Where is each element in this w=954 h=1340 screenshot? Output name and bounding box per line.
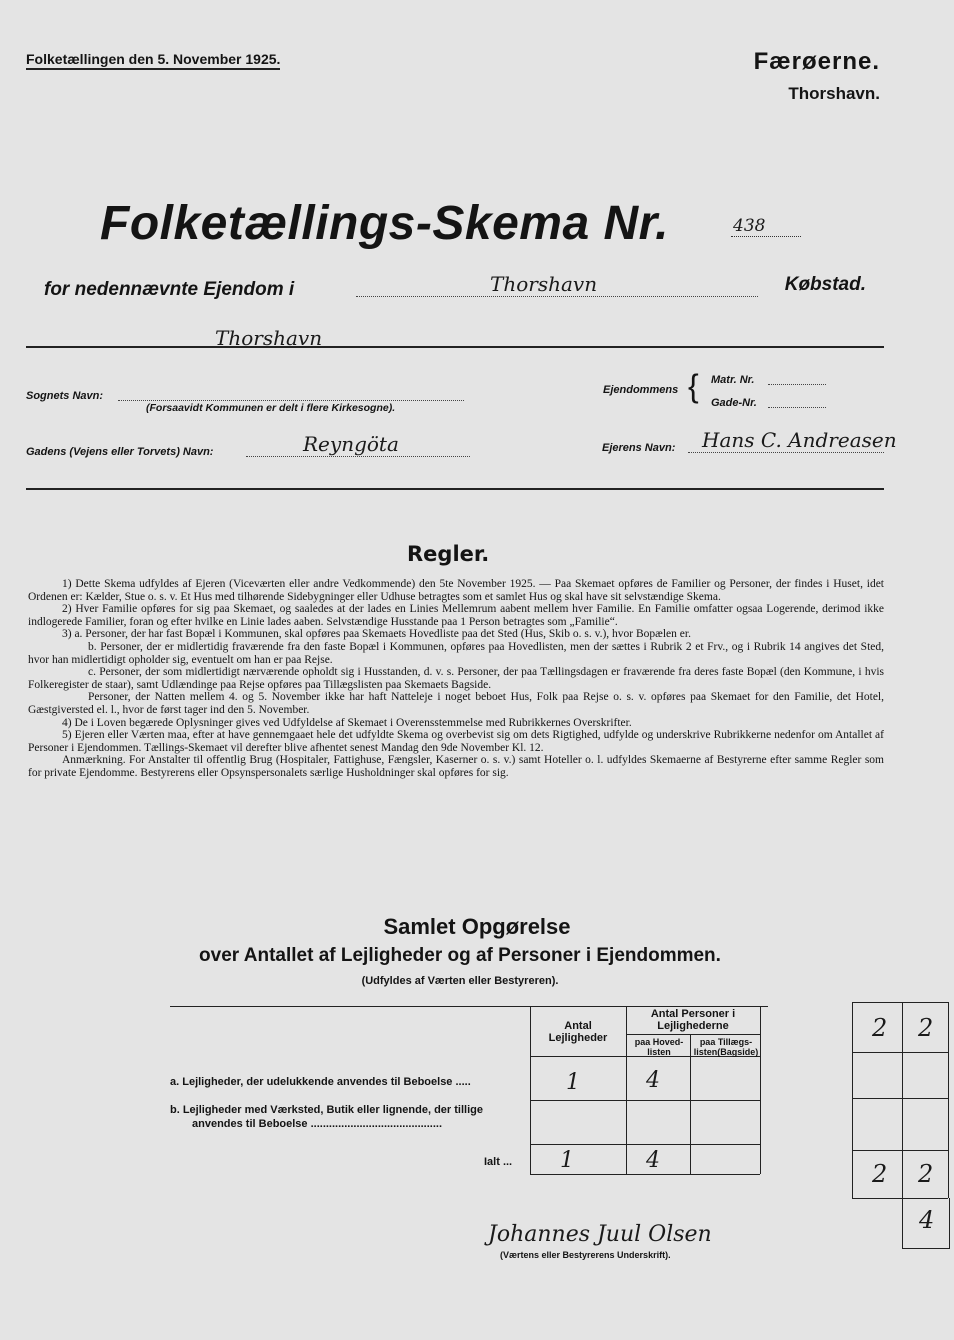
side-tally-box bbox=[852, 1002, 948, 1198]
form-number-handwritten: 438 bbox=[733, 216, 766, 236]
box-rule bbox=[852, 1052, 948, 1053]
rules-title: Regler. bbox=[407, 542, 490, 566]
box-rule bbox=[948, 1002, 949, 1198]
total-hovedliste: 4 bbox=[646, 1148, 660, 1173]
rule-paragraph: 2) Hver Familie opføres for sig paa Skemaet, og saaledes at der lades en Linies Mellemrum aabent mellem hver Familie. En Familie omfatter ogsaa Logerende, derimod ikke indlogerede Familier, foran og efter hvilke en Linie lades aaben. Selvstændige Husstande paa 1 Person betragtes som „Familie“. bbox=[28, 603, 884, 628]
total-lejligheder: 1 bbox=[560, 1148, 574, 1173]
table-rule bbox=[530, 1144, 760, 1145]
col-antal-personer: Antal Personer i Lejlighederne bbox=[650, 1008, 736, 1032]
owner-handwritten: Hans C. Andreasen bbox=[702, 428, 897, 452]
parish-dotted-line bbox=[118, 400, 464, 401]
box-value: 2 bbox=[918, 1160, 934, 1188]
row-a-label: a. Lejligheder, der udelukkende anvendes til Beboelse ..... bbox=[170, 1076, 471, 1088]
box-value: 2 bbox=[872, 1014, 888, 1042]
summary-title: Samlet Opgørelse bbox=[383, 914, 571, 939]
box-value: 4 bbox=[919, 1206, 935, 1234]
table-rule bbox=[530, 1100, 760, 1101]
brace-icon: { bbox=[688, 368, 699, 404]
rule-paragraph: b. Personer, der er midlertidig fraværende fra den faste Bopæl i Kommunen, opføres paa Hovedlisten, men der sættes i Rubrik 2 et Frv., og i Rubrik 14 angives det Sted, hvor han midlertidigt opholder sig, eventuelt om han er paa Rejse. bbox=[28, 640, 884, 666]
parish-note: (Forsaavidt Kommunen er delt i flere Kirkesogne). bbox=[146, 402, 396, 414]
matr-nr-label: Matr. Nr. bbox=[711, 374, 755, 386]
row-total-label: Ialt ... bbox=[484, 1156, 513, 1168]
signature-handwritten: Johannes Juul Olsen bbox=[488, 1222, 712, 1247]
box-rule bbox=[902, 1002, 903, 1198]
table-rule bbox=[626, 1006, 627, 1174]
street-dotted-line bbox=[246, 456, 470, 457]
box-rule bbox=[852, 1002, 853, 1198]
box-rule bbox=[852, 1150, 948, 1151]
street-label: Gadens (Vejens eller Torvets) Navn: bbox=[26, 446, 214, 458]
summary-note: (Udfyldes af Værten eller Bestyreren). bbox=[361, 975, 559, 987]
census-date-header: Folketællingen den 5. November 1925. bbox=[26, 51, 280, 70]
summary-subtitle: over Antallet af Lejligheder og af Personer i Ejendommen. bbox=[199, 945, 721, 966]
rule-paragraph: Personer, der Natten mellem 4. og 5. November ikke har haft Natteleje i noget beboet Hus, Folk paa Rejse o. s. v. opføres paa Skemaet for den Familie, det Hotel, Gæstgiversted el. l., hvor de først tager ind den 5. November. bbox=[28, 691, 884, 716]
kobstad-label: Købstad. bbox=[784, 274, 866, 295]
region-header: Færøerne. bbox=[753, 48, 880, 75]
separator-line-1 bbox=[26, 346, 884, 348]
table-rule bbox=[530, 1006, 531, 1174]
gade-nr-label: Gade-Nr. bbox=[711, 397, 757, 409]
rule-paragraph: c. Personer, der som midlertidigt nærværende opholdt sig i Husstanden, d. v. s. Personer, der paa Tællingsdagen er fraværende fra deres faste Bopæl (den Kommune, i hvis Folkeregister de staar), samt Udlændinge paa Rejse opføres paa Tillægslisten paa Skemaets Bagside. bbox=[28, 666, 884, 691]
town-header: Thorshavn. bbox=[788, 84, 880, 103]
city-dotted-line bbox=[356, 296, 758, 297]
row-b-label-2: anvendes til Beboelse ........................................... bbox=[192, 1118, 443, 1130]
side-tally-total-cell bbox=[902, 1198, 950, 1249]
table-rule bbox=[690, 1034, 691, 1174]
box-value: 2 bbox=[872, 1160, 888, 1188]
col-hovedlisten: paa Hoved-listen bbox=[634, 1037, 684, 1057]
city-handwritten: Thorshavn bbox=[490, 272, 598, 296]
matr-nr-line bbox=[768, 384, 826, 385]
box-value: 2 bbox=[918, 1014, 934, 1042]
rule-paragraph: 1) Dette Skema udfyldes af Ejeren (Viceværten eller andre Vedkommende) den 5te November 1925. — Paa Skemaet opføres de Familier og Personer, der findes i Huset, idet Ordenen er: Kælder, Stue o. s. v. Et Hus med tilhørende Sidebygninger eller Udhuse betragtes som et samlet Hus og skal have sit selvstændige Skema. bbox=[28, 578, 884, 603]
owner-dotted-line bbox=[688, 452, 884, 453]
summary-table bbox=[170, 1004, 768, 1174]
parish-label: Sognets Navn: bbox=[26, 390, 104, 402]
signature-caption: (Værtens eller Bestyrerens Underskrift). bbox=[500, 1250, 671, 1260]
rule-note: Anmærkning. For Anstalter til offentlig Brug (Hospitaler, Fattighuse, Fængsler, Kaserner o. s. v.) samt Hoteller o. l. udfyldes Skemaerne af Bestyrerne efter samme Regler som for private Ejendomme. Bestyrerens eller Opsynspersonalets særlige Husholdninger skal opføres for sig. bbox=[28, 754, 884, 779]
street-handwritten: Reyngöta bbox=[303, 432, 399, 456]
table-rule bbox=[530, 1174, 760, 1175]
ejendommens-label: Ejendommens bbox=[603, 384, 679, 396]
gade-nr-line bbox=[768, 407, 826, 408]
col-antal-lejligheder: Antal Lejligheder bbox=[548, 1020, 608, 1044]
owner-label: Ejerens Navn: bbox=[602, 442, 676, 454]
separator-line-2 bbox=[26, 488, 884, 490]
box-rule bbox=[852, 1002, 948, 1003]
rules-text bbox=[28, 578, 884, 780]
rule-paragraph: 5) Ejeren eller Værten maa, efter at have gennemgaaet hele det udfyldte Skema og overbevist sig om dets Rigtighed, udfylde og underskrive Rubrikkerne nedenfor om Antallet af Personer i Ejendommen. Tællings-Skemaet vil derefter blive afhentet senest Mandag den 9de November Kl. 12. bbox=[28, 729, 884, 754]
property-for-label: for nedennævnte Ejendom i bbox=[44, 279, 295, 300]
rule-paragraph: 4) De i Loven begærede Oplysninger gives ved Udfyldelse af Skemaet i Overensstemmelse med Rubrikkernes Overskrifter. bbox=[62, 716, 632, 729]
form-title: Folketællings-Skema Nr. bbox=[100, 197, 670, 250]
row-b-label-1: b. Lejligheder med Værksted, Butik eller lignende, der tillige bbox=[170, 1104, 483, 1116]
row-a-lejligheder: 1 bbox=[566, 1070, 580, 1095]
col-tillaegslisten: paa Tillægs-listen(Bagside) bbox=[693, 1037, 759, 1057]
table-rule bbox=[760, 1006, 761, 1174]
rule-paragraph: 3) a. Personer, der har fast Bopæl i Kommunen, skal opføres paa Skemaets Hovedliste paa det Sted (Hus, Skib o. s. v.), hvor Bopælen er. bbox=[62, 628, 691, 641]
form-number-line bbox=[731, 236, 801, 237]
row-a-hovedliste: 4 bbox=[646, 1068, 660, 1093]
table-rule bbox=[170, 1006, 768, 1007]
city-handwritten-2: Thorshavn bbox=[215, 326, 323, 350]
table-rule bbox=[626, 1034, 760, 1035]
box-rule bbox=[852, 1098, 948, 1099]
